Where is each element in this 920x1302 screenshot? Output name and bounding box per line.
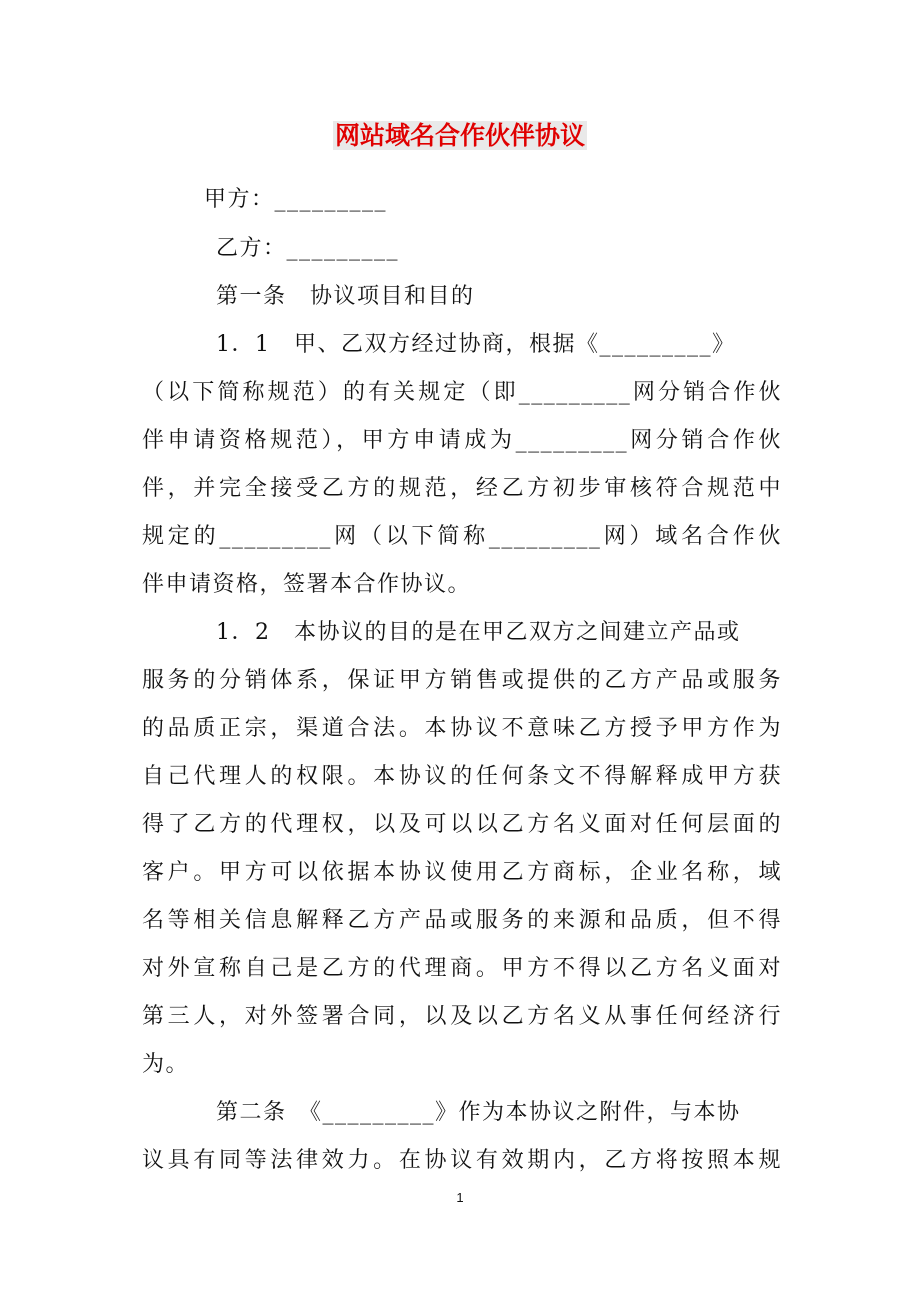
paragraph-line: 客户。甲方可以依据本协议使用乙方商标，企业名称，域: [142, 860, 782, 885]
paragraph-line: 为。: [142, 1052, 190, 1077]
paragraph-line: 对外宣称自己是乙方的代理商。甲方不得以乙方名义面对: [142, 956, 782, 981]
party-b-line: 乙方：_________: [216, 236, 400, 261]
paragraph-line: 1．1 甲、乙双方经过协商，根据《_________》: [216, 332, 736, 357]
paragraph-line: 议具有同等法律效力。在协议有效期内，乙方将按照本规: [142, 1148, 782, 1173]
paragraph-line: 1．2 本协议的目的是在甲乙双方之间建立产品或: [216, 620, 741, 645]
paragraph-line: 伴申请资格，签署本合作协议。: [142, 572, 472, 597]
paragraph-line: 第三人，对外签署合同，以及以乙方名义从事任何经济行: [142, 1004, 782, 1029]
paragraph-line: 名等相关信息解释乙方产品或服务的来源和品质，但不得: [142, 908, 782, 933]
paragraph-line: 服务的分销体系，保证甲方销售或提供的乙方产品或服务: [142, 668, 782, 693]
paragraph-line: 伴申请资格规范），甲方申请成为_________网分销合作伙: [142, 428, 782, 453]
paragraph-line: （以下简称规范）的有关规定（即_________网分销合作伙: [142, 380, 782, 405]
paragraph-line: 自己代理人的权限。本协议的任何条文不得解释成甲方获: [142, 764, 782, 789]
document-title: [0, 116, 920, 156]
article-two-line: 第二条 《_________》作为本协议之附件，与本协: [216, 1100, 741, 1125]
article-heading: 第一条 协议项目和目的: [216, 284, 475, 309]
paragraph-line: 得了乙方的代理权，以及可以以乙方名义面对任何层面的: [142, 812, 782, 837]
paragraph-line: 伴，并完全接受乙方的规范，经乙方初步审核符合规范中: [142, 476, 782, 501]
party-a-line: 甲方：_________: [204, 187, 388, 212]
page-number: 1: [456, 1190, 464, 1205]
document-title-text: 网站域名合作伙伴协议: [334, 121, 585, 150]
paragraph-line: 的品质正宗，渠道合法。本协议不意味乙方授予甲方作为: [142, 716, 782, 741]
paragraph-line: 规定的_________网（以下简称_________网）域名合作伙: [142, 524, 782, 549]
